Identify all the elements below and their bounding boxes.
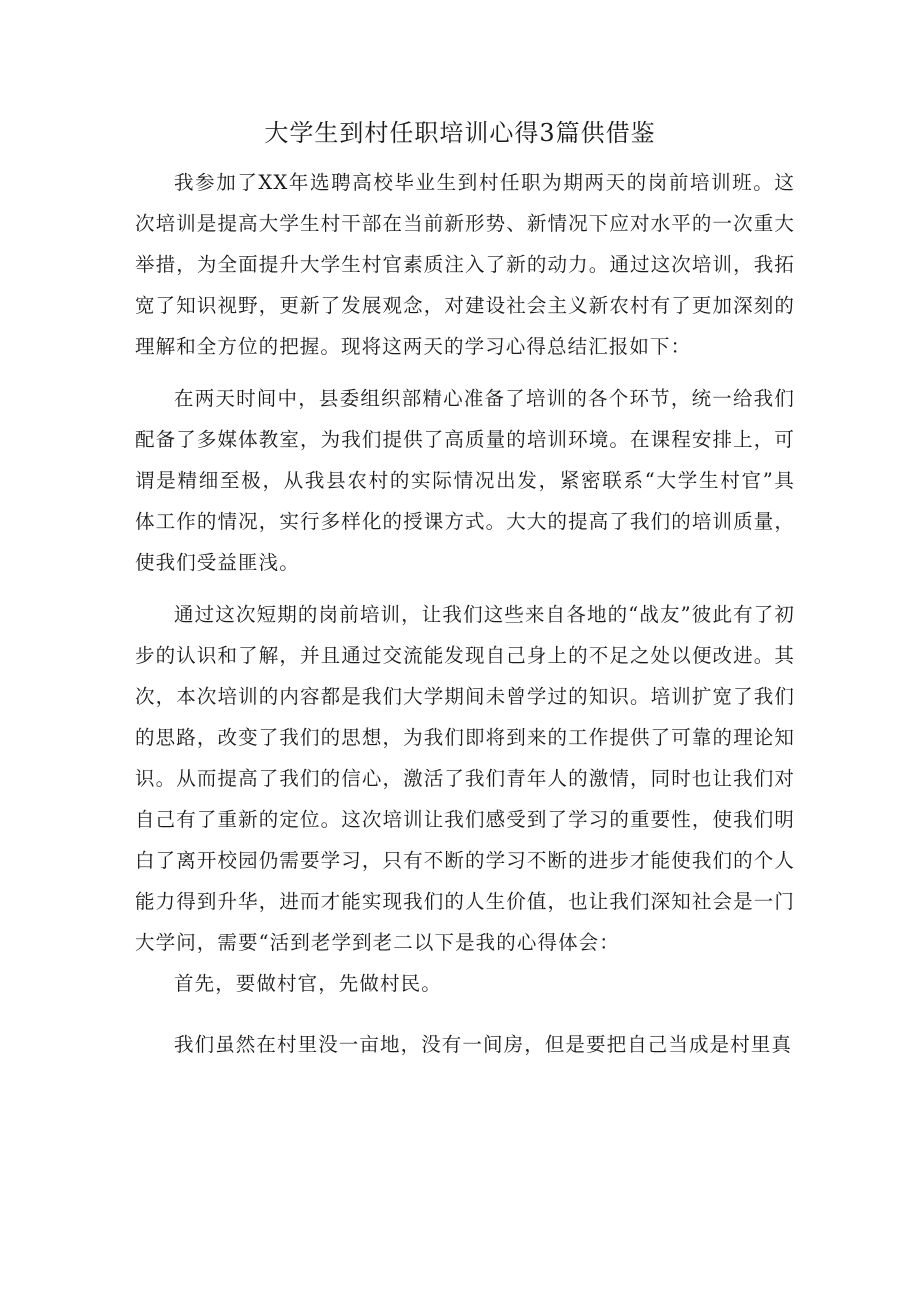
paragraph-first-point: 首先，要做村官，先做村民。 bbox=[174, 972, 442, 995]
document-title: 大学生到村任职培训心得3篇供借鉴 bbox=[264, 119, 656, 147]
paragraph-village-life: 我们虽然在村里没一亩地，没有一间房，但是要把自己当成是村里真 bbox=[174, 1033, 793, 1056]
paragraph-intro: 我参加了XX年选聘高校毕业生到村任职为期两天的岗前培训班。这次培训是提高大学生村干部在当前新形势、新情况下应对水平的一次重大举措，为全面提升大学生村官素质注入了新的动力。通过这次培训，我拓宽了知识视野，更新了发展观念，对建设社会主义新农村有了更加深刻的理解和全方位的把握。现将这两天的学习心得总结汇报如下： bbox=[135, 171, 795, 358]
paragraph-training-arrangement: 在两天时间中，县委组织部精心准备了培训的各个环节，统一给我们配备了多媒体教室，为我们提供了高质量的培训环境。在课程安排上，可谓是精细至极，从我县农村的实际情况出发，紧密联系“大学生村官”具体工作的情况，实行多样化的授课方式。大大的提高了我们的培训质量，使我们受益匪浅。 bbox=[135, 387, 795, 574]
paragraph-training-benefits: 通过这次短期的岗前培训，让我们这些来自各地的“战友”彼此有了初步的认识和了解，并且通过交流能发现自己身上的不足之处以便改进。其次，本次培训的内容都是我们大学期间未曾学过的知识。培训扩宽了我们的思路，改变了我们的思想，为我们即将到来的工作提供了可靠的理论知识。从而提高了我们的信心，激活了我们青年人的激情，同时也让我们对自己有了重新的定位。这次培训让我们感受到了学习的重要性，使我们明白了离开校园仍需要学习，只有不断的学习不断的进步才能使我们的个人能力得到升华，进而才能实现我们的人生价值，也让我们深知社会是一门大学问，需要“活到老学到老二以下是我的心得体会： bbox=[135, 603, 795, 954]
document-body bbox=[135, 162, 795, 1065]
